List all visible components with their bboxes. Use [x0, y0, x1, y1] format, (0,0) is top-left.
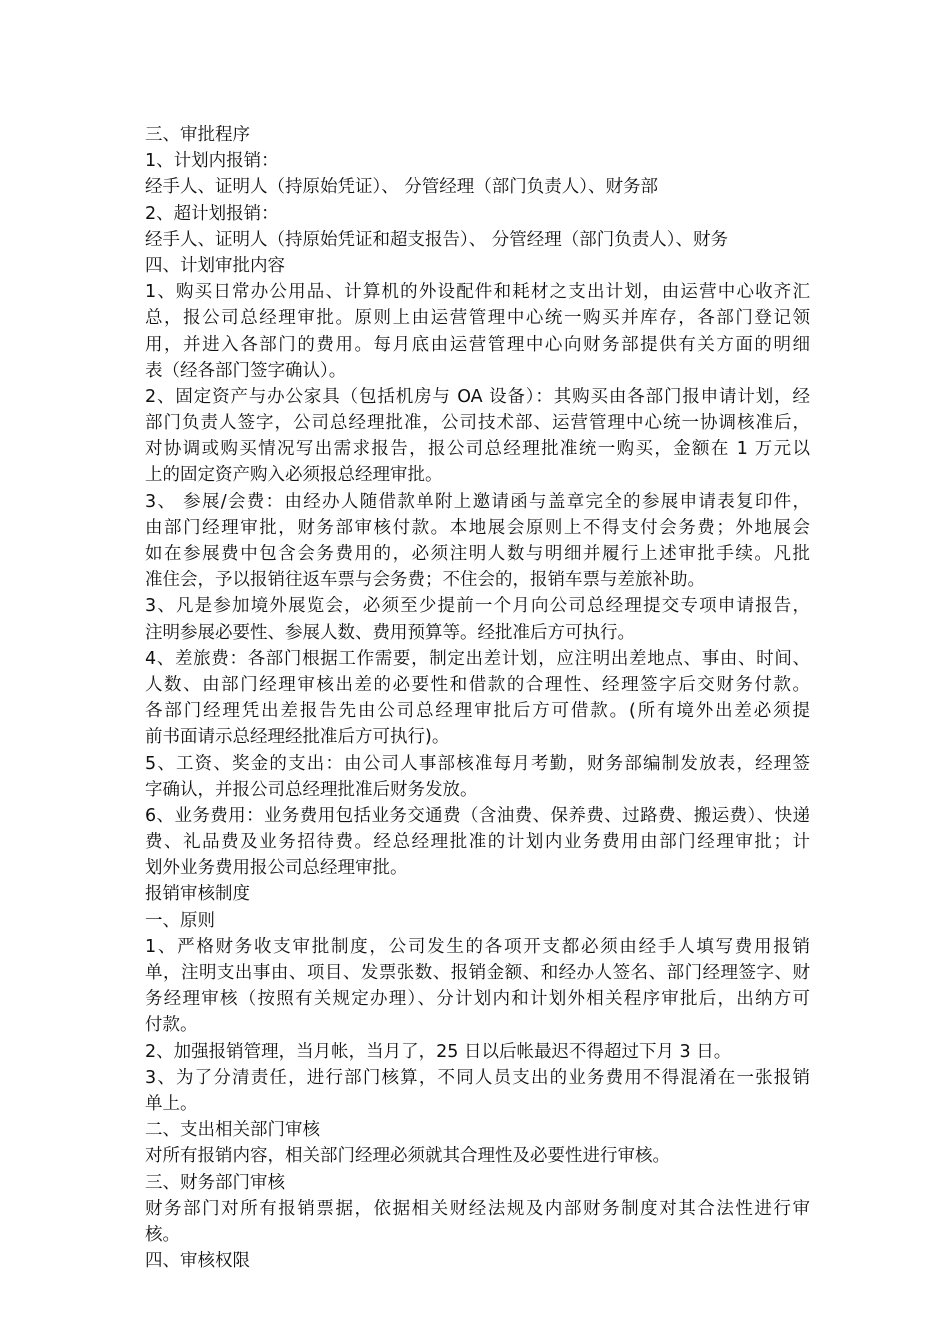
text-line: 4、差旅费：各部门根据工作需要，制定出差计划，应注明出差地点、事由、时间、	[145, 648, 810, 669]
text-line: 三、审批程序	[145, 125, 250, 145]
document-body	[145, 122, 810, 1274]
text-line: 财务部门对所有报销票据，依据相关财经法规及内部财务制度对其合法性进行审	[145, 1198, 810, 1219]
text-line: 准住会，予以报销往返车票与会务费；不住会的，报销车票与差旅补助。	[145, 570, 705, 591]
text-line: 经手人、证明人（持原始凭证和超支报告）、 分管经理（部门负责人）、财务	[145, 229, 729, 250]
text-line: 报销审核制度	[145, 884, 250, 905]
text-line: 2、加强报销管理，当月帐，当月了，25 日以后帐最迟不得超过下月 3 日。	[145, 1041, 732, 1062]
text-line: 2、超计划报销：	[145, 203, 279, 224]
text-line: 经手人、证明人（持原始凭证）、 分管经理（部门负责人）、财务部	[145, 177, 659, 198]
text-line: 单，注明支出事由、项目、发票张数、报销金额、和经办人签名、部门经理签字、财	[145, 963, 810, 983]
text-line: 务经理审核（按照有关规定办理）、分计划内和计划外相关程序审批后，出纳方可	[145, 989, 810, 1010]
text-line: 1、严格财务收支审批制度，公司发生的各项开支都必须由经手人填写费用报销	[145, 936, 810, 957]
text-line: 用，并进入各部门的费用。每月底由运营管理中心向财务部提供有关方面的明细	[145, 334, 810, 355]
text-line: 如在参展费中包含会务费用的，必须注明人数与明细并履行上述审批手续。凡批	[145, 544, 810, 564]
text-line: 3、凡是参加境外展览会，必须至少提前一个月向公司总经理提交专项申请报告，	[145, 596, 810, 617]
text-line: 表（经各部门签字确认）。	[145, 360, 347, 381]
text-line: 费、礼品费及业务招待费。经总经理批准的计划内业务费用由部门经理审批；计	[145, 832, 810, 853]
text-line: 各部门经理凭出差报告先由公司总经理审批后方可借款。(所有境外出差必须提	[145, 701, 810, 722]
text-line: 部门负责人签字，公司总经理批准，公司技术部、运营管理中心统一协调核准后，	[145, 413, 810, 434]
text-line: 字确认，并报公司总经理批准后财务发放。	[145, 779, 478, 800]
text-line: 四、审核权限	[145, 1251, 250, 1272]
text-line: 划外业务费用报公司总经理审批。	[145, 858, 408, 879]
text-line: 由部门经理审批，财务部审核付款。本地展会原则上不得支付会务费；外地展会	[145, 517, 810, 538]
text-line: 单上。	[145, 1093, 198, 1114]
text-line: 二、支出相关部门审核	[145, 1120, 320, 1141]
text-line: 3、 参展/会费：由经办人随借款单附上邀请函与盖章完全的参展申请表复印件，	[145, 491, 810, 512]
text-line: 5、工资、奖金的支出：由公司人事部核准每月考勤，财务部编制发放表，经理签	[145, 753, 810, 774]
text-line: 上的固定资产购入必须报总经理审批。	[145, 465, 443, 486]
text-line: 四、计划审批内容	[145, 255, 285, 276]
text-line: 3、为了分清责任，进行部门核算，不同人员支出的业务费用不得混淆在一张报销	[145, 1067, 810, 1088]
text-line: 6、业务费用：业务费用包括业务交通费（含油费、保养费、过路费、搬运费）、快递	[145, 805, 810, 826]
text-line: 总，报公司总经理审批。原则上由运营管理中心统一购买并库存，各部门登记领	[145, 308, 810, 329]
text-line: 1、计划内报销：	[145, 151, 279, 172]
text-line: 核。	[145, 1224, 180, 1245]
text-line: 三、财务部门审核	[145, 1172, 285, 1193]
text-line: 一、原则	[145, 910, 215, 931]
text-line: 前书面请示总经理经批准后方可执行)。	[145, 727, 450, 748]
text-line: 1、购买日常办公用品、计算机的外设配件和耗材之支出计划，由运营中心收齐汇	[145, 282, 810, 303]
text-line: 对协调或购买情况写出需求报告，报公司总经理批准统一购买，金额在 1 万元以	[145, 439, 810, 460]
text-line: 付款。	[145, 1015, 198, 1036]
text-line: 注明参展必要性、参展人数、费用预算等。经批准后方可执行。	[145, 622, 635, 643]
text-line: 2、固定资产与办公家具（包括机房与 OA 设备）：其购买由各部门报申请计划，经	[145, 386, 810, 407]
text-line: 对所有报销内容，相关部门经理必须就其合理性及必要性进行审核。	[145, 1146, 670, 1167]
text-line: 人数、由部门经理审核出差的必要性和借款的合理性、经理签字后交财务付款。	[145, 674, 810, 695]
